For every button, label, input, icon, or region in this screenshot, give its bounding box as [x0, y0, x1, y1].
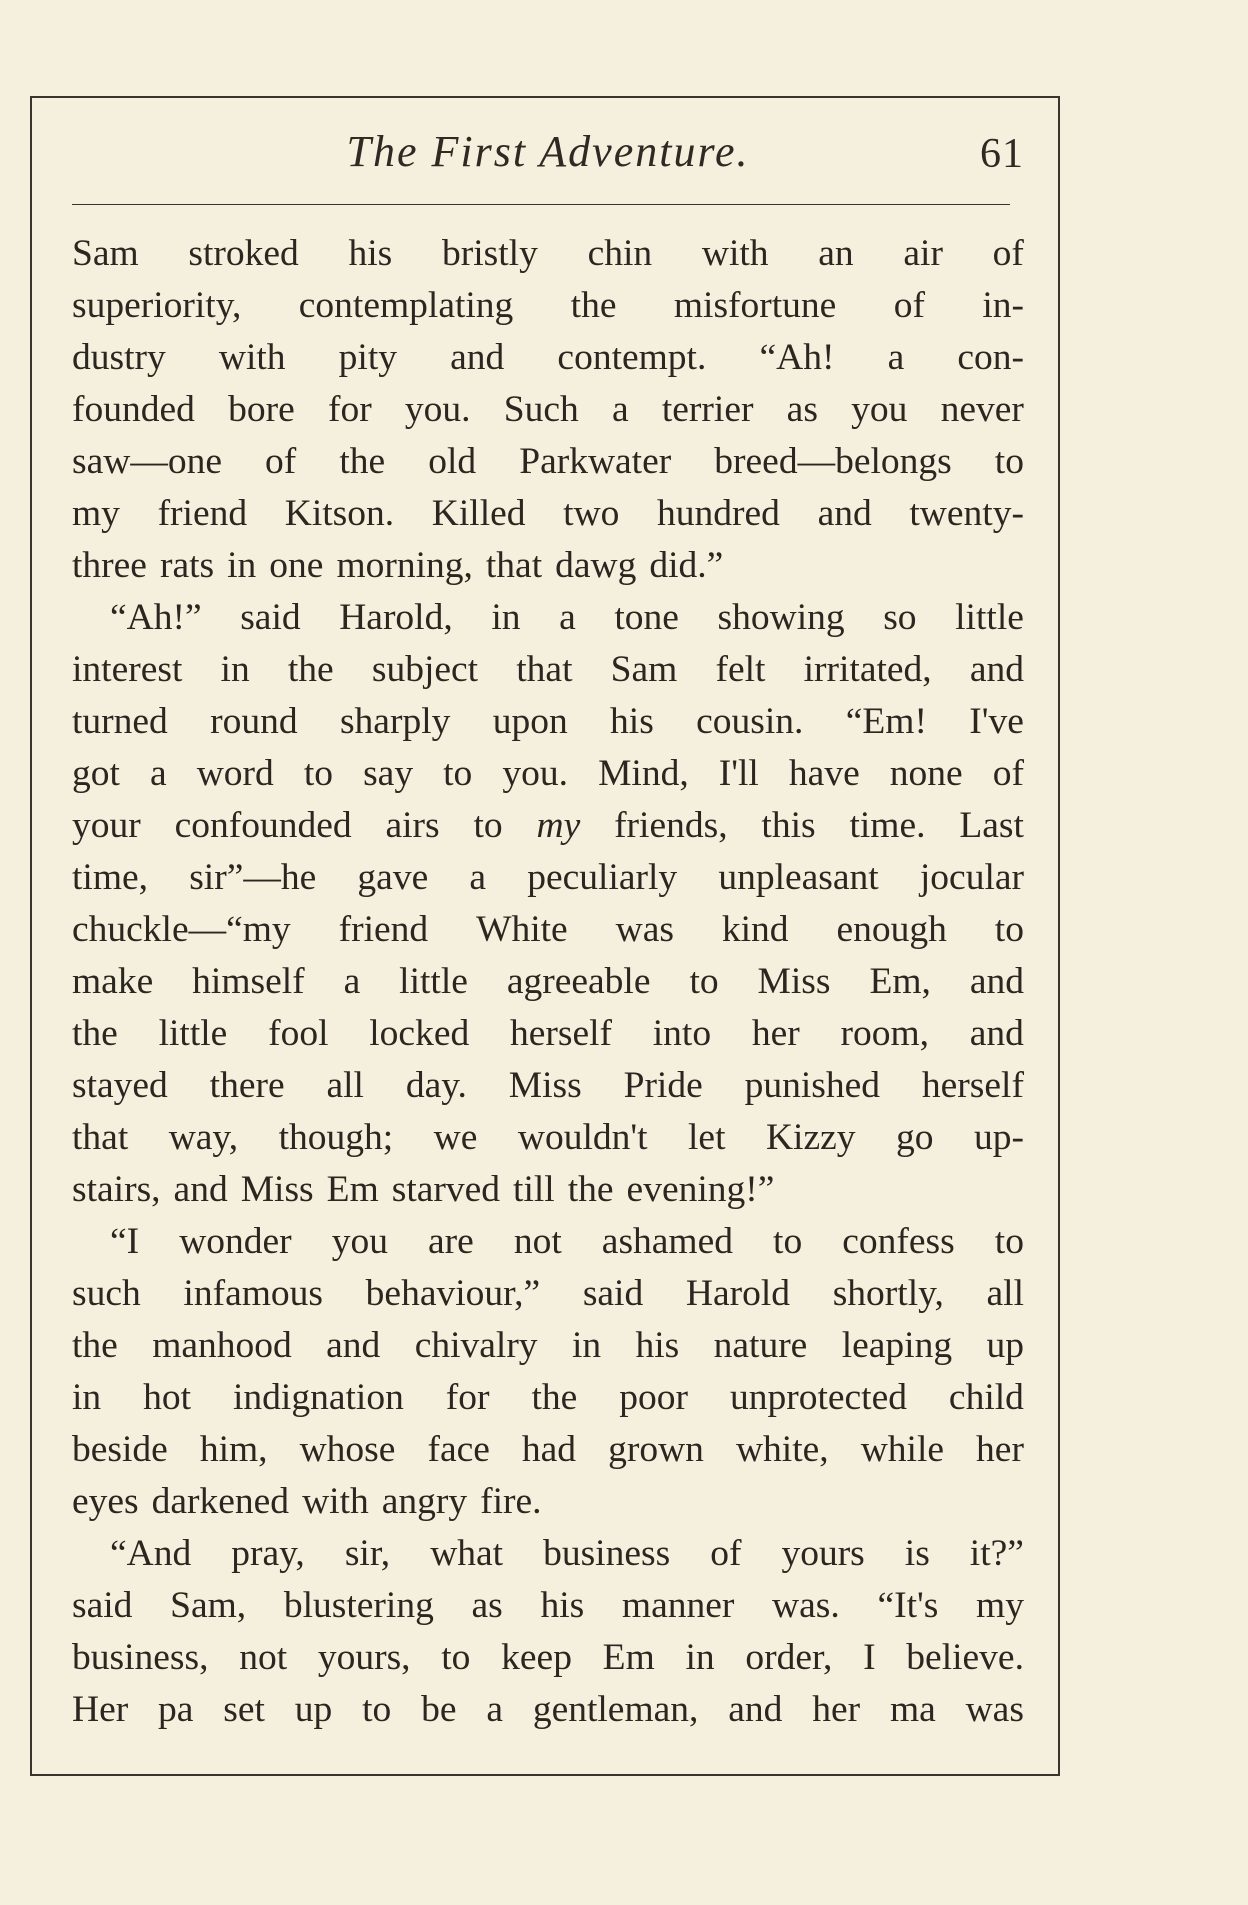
- word: said: [72, 1585, 133, 1626]
- word: yours,: [317, 1637, 411, 1678]
- word: White: [476, 909, 568, 950]
- word: that: [516, 649, 573, 690]
- word: room,: [840, 1013, 930, 1054]
- word: stayed: [72, 1065, 168, 1106]
- word: angry: [381, 1481, 468, 1522]
- word: said: [582, 1273, 644, 1314]
- word: the: [339, 441, 386, 482]
- word: a: [887, 337, 905, 378]
- word: did.”: [649, 545, 724, 586]
- word: Kizzy: [765, 1117, 856, 1158]
- word: of: [893, 285, 925, 326]
- word: you.: [502, 753, 568, 794]
- word: I'll: [718, 753, 759, 794]
- word: whose: [299, 1429, 396, 1470]
- word: was: [965, 1689, 1024, 1730]
- word: eyes: [72, 1481, 139, 1522]
- word: “And: [110, 1533, 192, 1574]
- word: of: [992, 753, 1024, 794]
- word: her: [812, 1689, 861, 1730]
- word: his: [610, 701, 654, 742]
- word: blustering: [283, 1585, 434, 1626]
- word: himself: [192, 961, 305, 1002]
- word: business: [543, 1533, 671, 1574]
- word: punished: [744, 1065, 881, 1106]
- word: little: [158, 1013, 228, 1054]
- word: morning,: [336, 545, 473, 586]
- word: you: [331, 1221, 388, 1262]
- word: time,: [72, 857, 149, 898]
- word: a: [343, 961, 361, 1002]
- word: herself: [921, 1065, 1024, 1106]
- word: all: [986, 1273, 1024, 1314]
- word: leaping: [841, 1325, 953, 1366]
- word: behaviour,”: [365, 1273, 541, 1314]
- word: though;: [278, 1117, 394, 1158]
- word: felt: [715, 649, 766, 690]
- word: you.: [404, 389, 471, 430]
- word: three: [72, 545, 147, 586]
- word: and: [817, 493, 872, 534]
- word: fire.: [480, 1481, 542, 1522]
- text-line: [72, 1008, 1024, 1060]
- text-line: [72, 852, 1024, 904]
- word: wonder: [179, 1221, 292, 1262]
- word: contemplating: [298, 285, 514, 326]
- word: to: [441, 1637, 471, 1678]
- word: into: [652, 1013, 712, 1054]
- word: gentleman,: [532, 1689, 699, 1730]
- word: let: [688, 1117, 726, 1158]
- word: Em,: [869, 961, 931, 1002]
- word: bore: [228, 389, 295, 430]
- word: his: [540, 1585, 585, 1626]
- word: got: [72, 753, 120, 794]
- word: child: [948, 1377, 1024, 1418]
- word: bristly: [442, 233, 538, 274]
- word: Harold,: [339, 597, 453, 638]
- word: we: [433, 1117, 478, 1158]
- page-number: 61: [980, 131, 1024, 177]
- word: his: [348, 233, 393, 274]
- word: ashamed: [601, 1221, 733, 1262]
- word: while: [860, 1429, 945, 1470]
- word: a: [149, 753, 167, 794]
- word: so: [883, 597, 917, 638]
- body-text: [72, 228, 1024, 1736]
- word: pa: [158, 1689, 194, 1730]
- word: nature: [713, 1325, 808, 1366]
- word: yours: [781, 1533, 865, 1574]
- word: have: [788, 753, 860, 794]
- word: to: [303, 753, 334, 794]
- word: unpleasant: [718, 857, 879, 898]
- word: manhood: [152, 1325, 292, 1366]
- text-line: [72, 436, 1024, 488]
- word: sir,: [344, 1533, 391, 1574]
- word: to: [443, 753, 473, 794]
- word: Killed: [431, 493, 526, 534]
- word: stairs,: [72, 1169, 161, 1210]
- word: friend: [157, 493, 248, 534]
- word: set: [223, 1689, 265, 1730]
- word: there: [209, 1065, 285, 1106]
- word: Harold: [685, 1273, 791, 1314]
- word: evening!”: [626, 1169, 775, 1210]
- word: in: [685, 1637, 715, 1678]
- word: and: [969, 961, 1024, 1002]
- word: my: [976, 1585, 1024, 1626]
- word: saw—one: [72, 441, 222, 482]
- word: not: [513, 1221, 562, 1262]
- word: Kitson.: [284, 493, 395, 534]
- word: her: [751, 1013, 800, 1054]
- text-line: [72, 696, 1024, 748]
- word: little: [399, 961, 468, 1002]
- word: to: [362, 1689, 392, 1730]
- word: interest: [72, 649, 183, 690]
- word: and: [450, 337, 505, 378]
- word: say: [363, 753, 414, 794]
- word: word: [196, 753, 274, 794]
- word: a: [611, 389, 629, 430]
- word: Em: [602, 1637, 655, 1678]
- word: was: [615, 909, 674, 950]
- word: founded: [72, 389, 195, 430]
- word: till: [513, 1169, 555, 1210]
- text-line: [72, 1632, 1024, 1684]
- word: with: [302, 1481, 369, 1522]
- text-line: [72, 384, 1024, 436]
- word: white,: [735, 1429, 829, 1470]
- word: con-: [957, 337, 1024, 378]
- word: infamous: [183, 1273, 323, 1314]
- word: your: [72, 805, 141, 846]
- word: in: [227, 545, 257, 586]
- word: and: [969, 649, 1024, 690]
- word: airs: [385, 805, 440, 846]
- word: hot: [143, 1377, 192, 1418]
- header-rule: [72, 204, 1010, 205]
- word: herself: [509, 1013, 612, 1054]
- word: I: [863, 1637, 876, 1678]
- word: all: [326, 1065, 364, 1106]
- word: that: [485, 545, 543, 586]
- word: the: [570, 285, 617, 326]
- word: unprotected: [729, 1377, 907, 1418]
- word: and: [969, 1013, 1024, 1054]
- word: “It's: [877, 1585, 939, 1626]
- word: Miss: [757, 961, 831, 1002]
- word: in: [72, 1377, 102, 1418]
- word: and: [173, 1169, 228, 1210]
- word: one: [269, 545, 324, 586]
- word: tone: [614, 597, 679, 638]
- word: “I: [110, 1221, 140, 1262]
- word: Parkwater: [519, 441, 672, 482]
- word: jocular: [919, 857, 1024, 898]
- word: darkened: [151, 1481, 290, 1522]
- word: terrier: [661, 389, 754, 430]
- word: believe.: [906, 1637, 1024, 1678]
- word: friend: [338, 909, 429, 950]
- text-line: [72, 1580, 1024, 1632]
- word: Sam: [610, 649, 678, 690]
- word: a: [559, 597, 576, 638]
- word: cousin.: [696, 701, 804, 742]
- word: manner: [621, 1585, 735, 1626]
- word: to: [773, 1221, 803, 1262]
- word: make: [72, 961, 154, 1002]
- word: superiority,: [72, 285, 242, 326]
- word: to: [994, 909, 1024, 950]
- word: two: [563, 493, 620, 534]
- word: it?”: [969, 1533, 1024, 1574]
- word: what: [430, 1533, 504, 1574]
- text-line: [72, 540, 1024, 592]
- word: sir”—he: [189, 857, 317, 898]
- word: with: [218, 337, 286, 378]
- word: confess: [842, 1221, 955, 1262]
- word: Sam,: [170, 1585, 247, 1626]
- word: confounded: [174, 805, 352, 846]
- word: and: [728, 1689, 783, 1730]
- word: locked: [369, 1013, 470, 1054]
- text-line: [72, 1528, 1024, 1580]
- word: ma: [889, 1689, 936, 1730]
- text-line: [72, 1320, 1024, 1372]
- word: the: [567, 1169, 614, 1210]
- text-line: [72, 280, 1024, 332]
- word: such: [72, 1273, 141, 1314]
- word: a: [486, 1689, 503, 1730]
- word: to: [994, 1221, 1024, 1262]
- word: that: [72, 1117, 129, 1158]
- word: turned: [72, 701, 168, 742]
- word: grown: [608, 1429, 704, 1470]
- word: in: [491, 597, 521, 638]
- text-line: [72, 332, 1024, 384]
- text-line: [72, 488, 1024, 540]
- word: chin: [587, 233, 653, 274]
- word: him,: [199, 1429, 268, 1470]
- word: indignation: [233, 1377, 404, 1418]
- word: not: [239, 1637, 288, 1678]
- word: showing: [717, 597, 845, 638]
- text-line: [72, 956, 1024, 1008]
- word: Mind,: [598, 753, 689, 794]
- word: little: [955, 597, 1024, 638]
- text-line: [72, 748, 1024, 800]
- word: Her: [72, 1689, 129, 1730]
- word: to: [994, 441, 1024, 482]
- word: enough: [836, 909, 947, 950]
- word: breed—belongs: [714, 441, 952, 482]
- word: in-: [982, 285, 1024, 326]
- word: subject: [371, 649, 479, 690]
- text-line: [72, 1268, 1024, 1320]
- word: contempt.: [557, 337, 707, 378]
- word: none: [889, 753, 963, 794]
- word: air: [903, 233, 943, 274]
- word: gave: [357, 857, 429, 898]
- word: my: [72, 493, 120, 534]
- word: of: [710, 1533, 742, 1574]
- word: the: [72, 1325, 118, 1366]
- word: Miss: [240, 1169, 314, 1210]
- word: peculiarly: [527, 857, 678, 898]
- word: starved: [391, 1169, 501, 1210]
- word: chuckle—“my: [72, 909, 291, 950]
- word: “Ah!”: [110, 597, 202, 638]
- word: you: [851, 389, 908, 430]
- word: of: [265, 441, 297, 482]
- word: stroked: [188, 233, 299, 274]
- text-line: [72, 1372, 1024, 1424]
- text-line: [72, 800, 1024, 852]
- word: I've: [969, 701, 1024, 742]
- word: pity: [338, 337, 398, 378]
- word: “Ah!: [759, 337, 835, 378]
- word: up-: [973, 1117, 1024, 1158]
- word: the: [287, 649, 334, 690]
- running-title: The First Adventure.: [346, 127, 750, 176]
- word: be: [421, 1689, 457, 1730]
- word: Last: [959, 805, 1024, 846]
- word: is: [904, 1533, 930, 1574]
- word: irritated,: [803, 649, 932, 690]
- text-line: [72, 1424, 1024, 1476]
- word: hundred: [657, 493, 780, 534]
- word: an: [818, 233, 854, 274]
- word: misfortune: [673, 285, 837, 326]
- word: pray,: [231, 1533, 305, 1574]
- word: twenty-: [909, 493, 1024, 534]
- text-line: [72, 904, 1024, 956]
- word: sharply: [339, 701, 451, 742]
- word: Sam: [72, 233, 139, 274]
- word: day.: [405, 1065, 467, 1106]
- word: wouldn't: [517, 1117, 648, 1158]
- word: was.: [772, 1585, 840, 1626]
- word: time.: [849, 805, 926, 846]
- word: beside: [72, 1429, 168, 1470]
- word: her: [976, 1429, 1024, 1470]
- text-line: [72, 1164, 1024, 1216]
- word: in: [571, 1325, 602, 1366]
- word: as: [786, 389, 818, 430]
- word: for: [327, 389, 372, 430]
- word: go: [895, 1117, 934, 1158]
- word: agreeable: [506, 961, 651, 1002]
- word: shortly,: [832, 1273, 944, 1314]
- word: a: [469, 857, 487, 898]
- word: rats: [159, 545, 215, 586]
- word: poor: [619, 1377, 688, 1418]
- word: kind: [721, 909, 789, 950]
- word: with: [701, 233, 769, 274]
- word: of: [992, 233, 1024, 274]
- word: the: [72, 1013, 118, 1054]
- word: had: [521, 1429, 577, 1470]
- word: round: [210, 701, 298, 742]
- word: the: [531, 1377, 578, 1418]
- word: “Em!: [845, 701, 927, 742]
- word: Em: [326, 1169, 379, 1210]
- word: up: [294, 1689, 333, 1730]
- word: Such: [503, 389, 579, 430]
- text-line: [72, 592, 1024, 644]
- word: way,: [168, 1117, 239, 1158]
- text-line: [72, 1060, 1024, 1112]
- text-line: [72, 228, 1024, 280]
- word: Miss: [508, 1065, 582, 1106]
- word: to: [473, 805, 503, 846]
- word: this: [761, 805, 816, 846]
- word: Pride: [623, 1065, 703, 1106]
- word: as: [471, 1585, 503, 1626]
- word: business,: [72, 1637, 209, 1678]
- word: order,: [745, 1637, 833, 1678]
- text-line: [72, 644, 1024, 696]
- word: keep: [501, 1637, 572, 1678]
- text-line: [72, 1216, 1024, 1268]
- text-line: [72, 1684, 1024, 1736]
- word: dustry: [72, 337, 166, 378]
- word: to: [689, 961, 719, 1002]
- running-head: [72, 120, 1024, 180]
- word: for: [445, 1377, 490, 1418]
- word: said: [240, 597, 301, 638]
- word: and: [326, 1325, 381, 1366]
- word: my: [536, 805, 581, 846]
- word: his: [635, 1325, 680, 1366]
- word: up: [986, 1325, 1024, 1366]
- word: never: [940, 389, 1024, 430]
- word: upon: [492, 701, 568, 742]
- word: friends,: [614, 805, 728, 846]
- text-line: [72, 1476, 1024, 1528]
- word: are: [428, 1221, 474, 1262]
- word: fool: [268, 1013, 329, 1054]
- word: old: [428, 441, 477, 482]
- word: in: [220, 649, 250, 690]
- word: dawg: [555, 545, 637, 586]
- word: chivalry: [414, 1325, 538, 1366]
- word: face: [427, 1429, 490, 1470]
- text-line: [72, 1112, 1024, 1164]
